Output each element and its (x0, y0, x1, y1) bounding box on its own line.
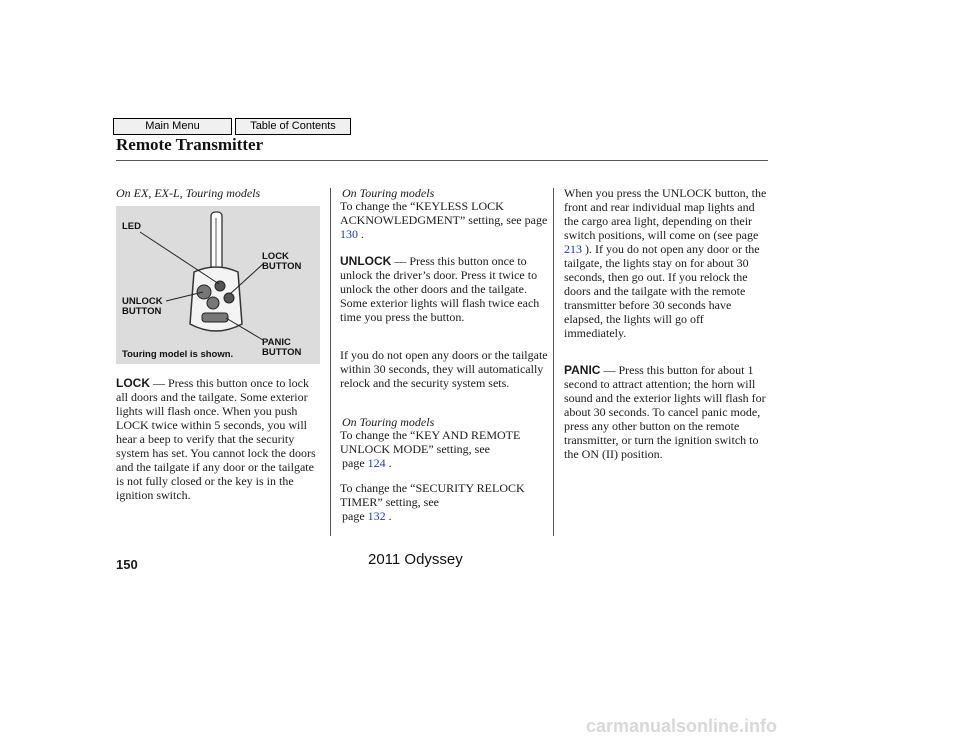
unlock-text: to unlock the driver’s door. Press it twice to unlock the other doors and the tailgate. Some exterior lights will flash twice each time you press the button. (340, 254, 540, 324)
lock-button-label: LOCK BUTTON (262, 251, 302, 272)
unlock-heading: UNLOCK (340, 254, 392, 268)
relock-paragraph (340, 348, 548, 390)
dash: — (600, 363, 619, 377)
dash: — (150, 376, 168, 390)
page-link-213[interactable]: 213 (564, 242, 582, 256)
panic-text: about 1 second to attract attention; the horn will sound and the exterior lights will flash for about 30 seconds. To cancel panic mode, press any other button on the remote transmitter, or turn the ignition switch to the ON (II) position. (564, 363, 766, 461)
key-remote-paragraph: To change the “KEY AND REMOTE UNLOCK MODE” setting, see page 124 . (340, 428, 548, 470)
security-paragraph: To change the “SECURITY RELOCK TIMER” setting, see page 132 . (340, 481, 548, 523)
lock-text: Press this button once to (168, 376, 286, 390)
page-prefix: page (342, 509, 365, 523)
panic-paragraph (564, 363, 768, 461)
unlock-lights-text: When you press the UNLOCK button, the front and rear individual map lights and the cargo area light, depending on their switch positions, will come on (see page (564, 186, 767, 242)
title-rule (116, 160, 768, 161)
panic-heading: PANIC (564, 363, 601, 377)
key-remote-text: To change the “KEY AND REMOTE UNLOCK MODE” setting, see (340, 428, 521, 456)
unlock-lights-paragraph (564, 186, 768, 340)
panic-text: Press this button for (618, 363, 715, 377)
column-divider (330, 188, 331, 536)
watermark: carmanualsonline.info (586, 716, 778, 736)
page-link-124[interactable]: 124 (367, 456, 386, 470)
page-link-130[interactable]: 130 (340, 227, 358, 241)
table-of-contents-button[interactable]: Table of Contents (235, 118, 351, 135)
page-prefix: page (342, 456, 365, 470)
touring-note: On Touring models (342, 415, 435, 429)
unlock-text: Press this button once (409, 254, 515, 268)
panic-button-label: PANIC BUTTON (262, 337, 302, 358)
dash: — (391, 254, 410, 268)
keyless-text: To change the “KEYLESS LOCK ACKNOWLEDGMENT” setting, see page (340, 199, 548, 227)
remote-transmitter-figure (116, 206, 320, 364)
lock-text: lock all doors and the tailgate. Some exterior lights will flash once. When you push LOCK twice within 5 seconds, you will hear a beep to verify that the security system has set. You cannot lock the doors and the tailgate if any door or the tailgate is not fully closed or the key is in the ignition switch. (116, 376, 316, 502)
page-title: Remote Transmitter (116, 135, 264, 154)
keyless-paragraph: To change the “KEYLESS LOCK ACKNOWLEDGMENT” setting, see page 130 . (340, 199, 548, 241)
security-text: To change the “SECURITY RELOCK TIMER” setting, see (340, 481, 525, 509)
lock-paragraph (116, 376, 322, 502)
relock-text: If you do not open any doors or the tailgate within 30 seconds, they will automatically relock and the security system sets. (340, 348, 548, 390)
led-label: LED (122, 221, 141, 232)
unlock-lights-text: ). If you do not open any door or the tailgate, the lights stay on for about 30 seconds, then go out. If you relock the doors and the tailgate with the remote transmitter before 30 seconds have elapsed, the lights will go off immediately. (564, 242, 760, 340)
unlock-paragraph (340, 254, 548, 324)
unlock-button-label: UNLOCK BUTTON (122, 296, 163, 317)
models-note: On EX, EX-L, Touring models (116, 186, 261, 200)
touring-note: On Touring models (342, 186, 435, 200)
main-menu-button[interactable]: Main Menu (113, 118, 232, 135)
figure-caption: Touring model is shown. (122, 349, 234, 360)
page-link-132[interactable]: 132 (367, 509, 386, 523)
lock-heading: LOCK (116, 376, 150, 390)
column-divider (553, 188, 554, 536)
footer-model: 2011 Odyssey (368, 551, 463, 568)
page-number: 150 (116, 557, 138, 572)
